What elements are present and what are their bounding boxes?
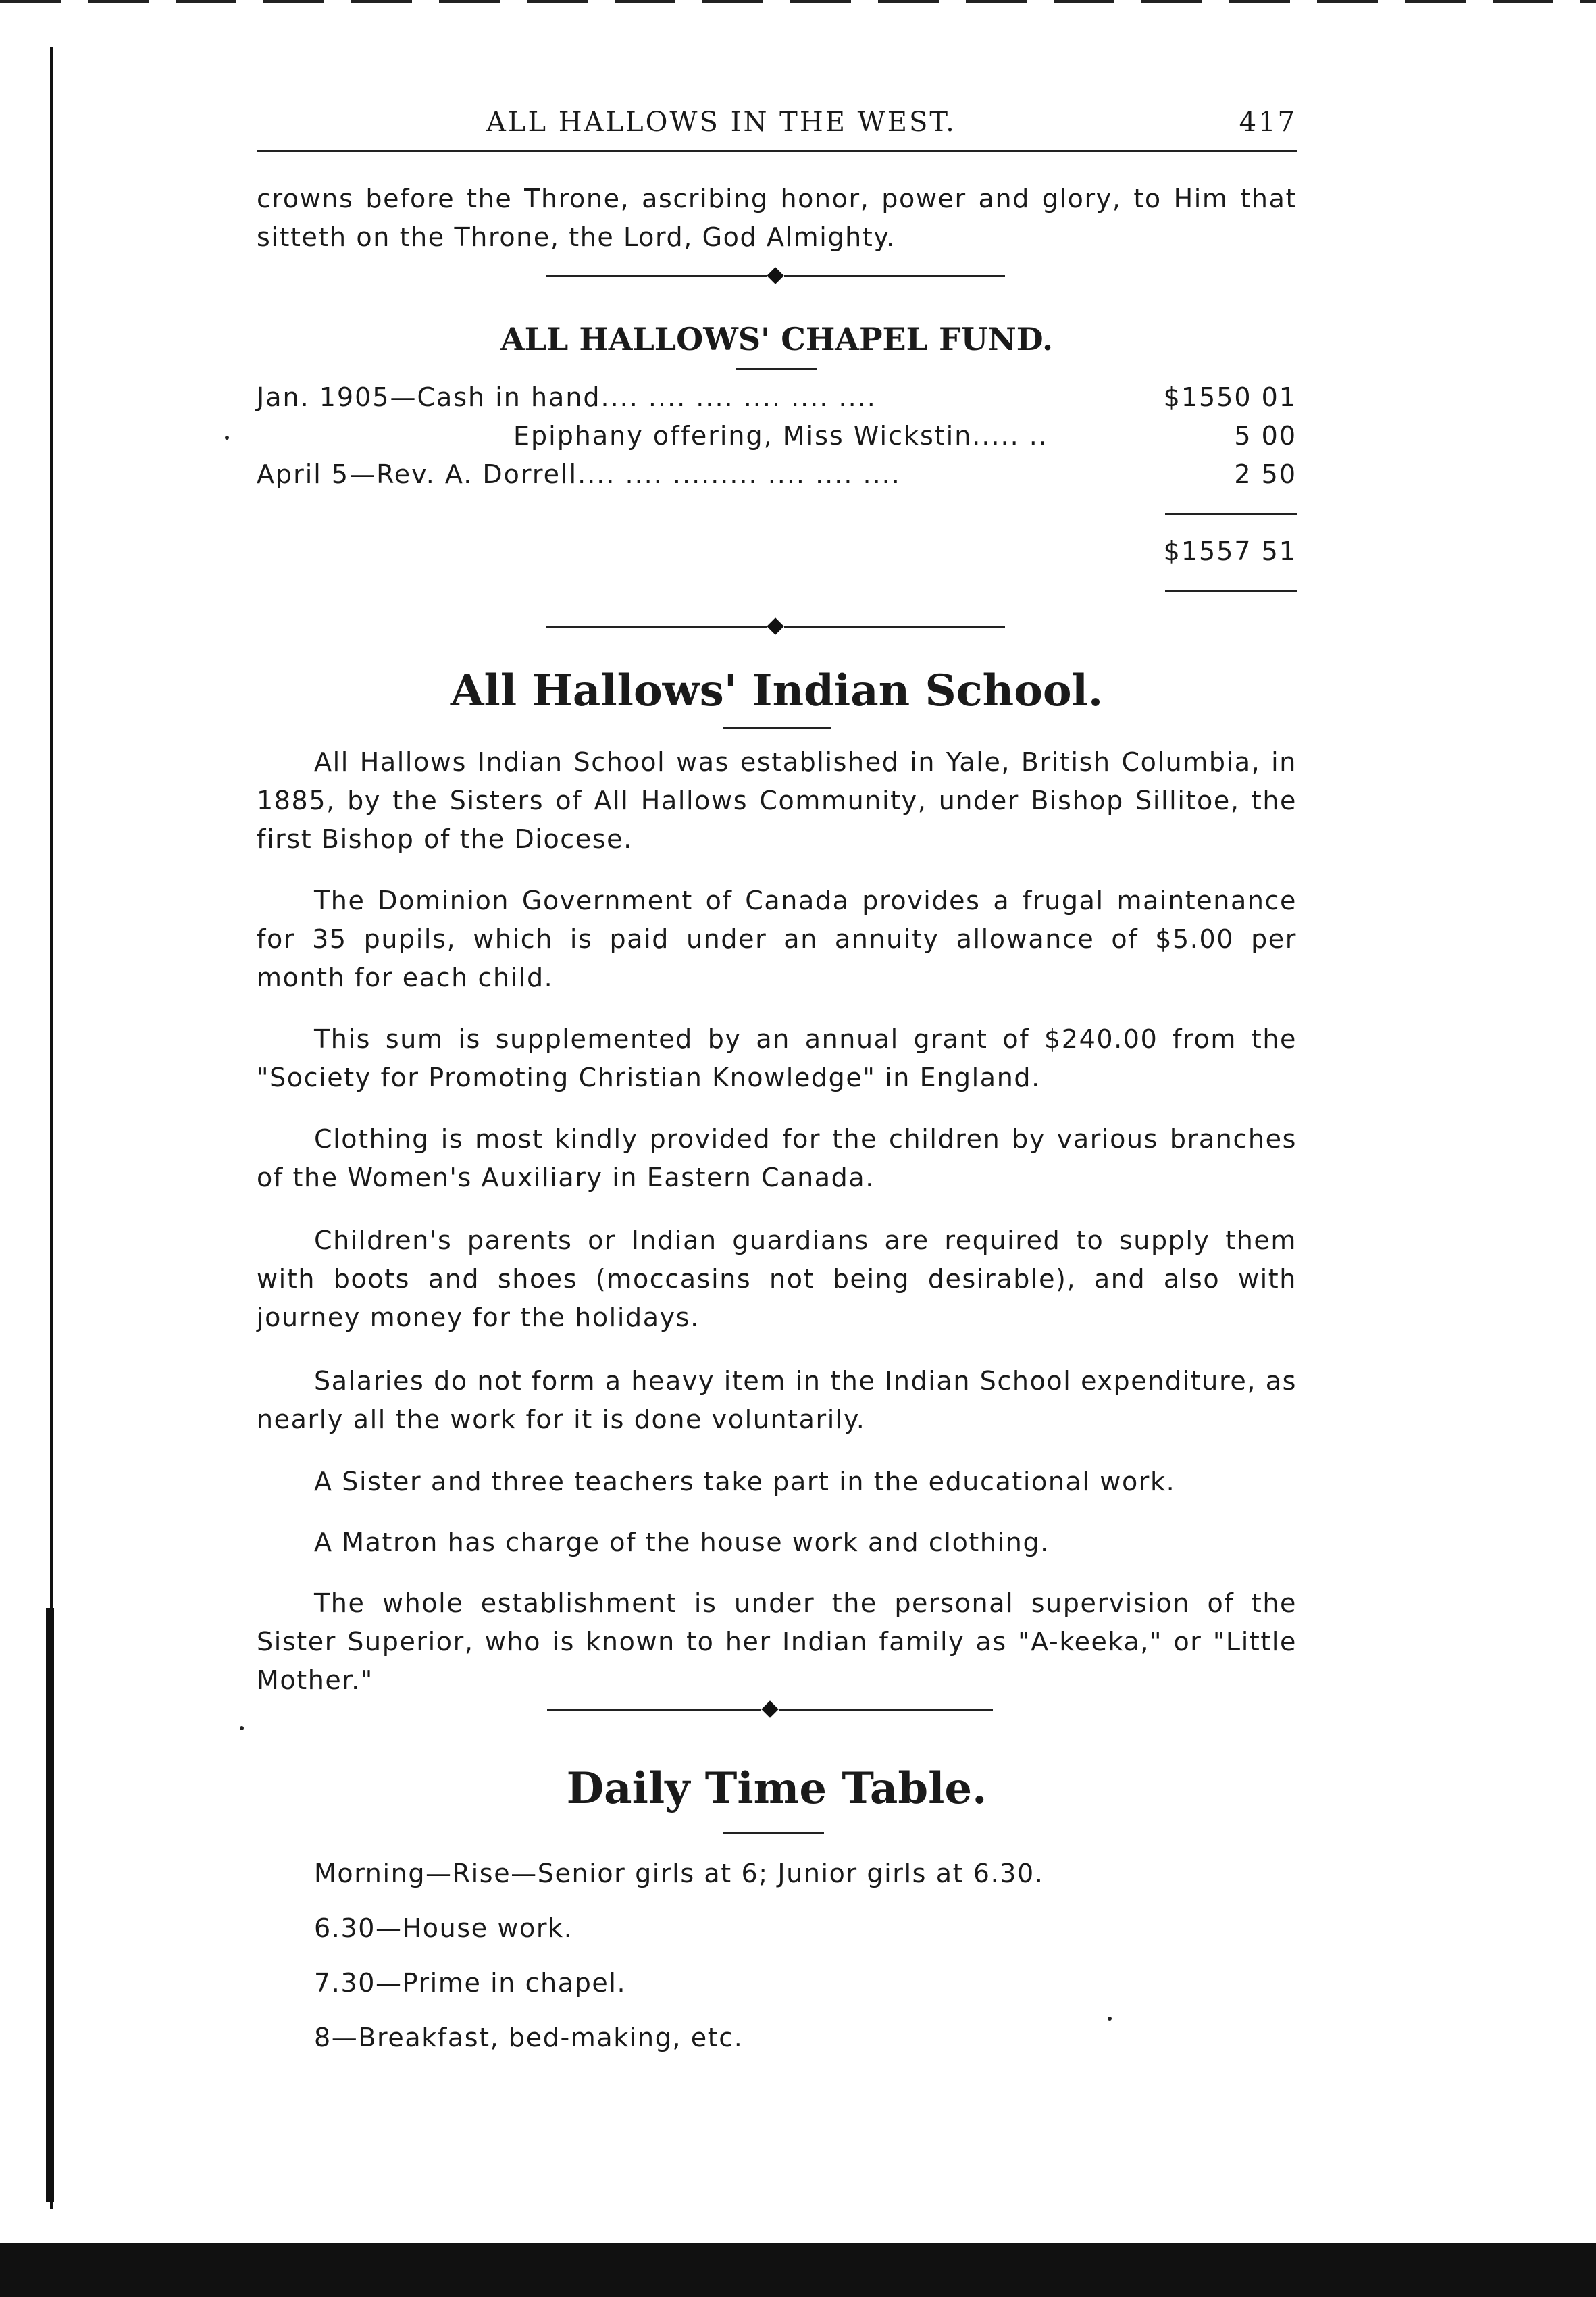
- school-paragraph: The Dominion Government of Canada provides a frugal maintenance for 35 pupils, which is paid under an annuity allowance of $5.00 per month for each child.: [257, 886, 1297, 992]
- ledger-amount: 2 50: [1234, 459, 1297, 489]
- chapel-fund-heading: ALL HALLOWS' CHAPEL FUND.: [500, 321, 1054, 357]
- school-paragraph: This sum is supplemented by an annual grant of $240.00 from the "Society for Promoting Christian Knowledge" in England.: [257, 1024, 1297, 1092]
- time-table-entry: 8—Breakfast, bed-making, etc.: [314, 2023, 744, 2052]
- heading-rule: [723, 727, 831, 729]
- ink-speck: [225, 436, 229, 440]
- ledger-amount: $1550 01: [1163, 382, 1297, 412]
- ornament-divider: [546, 266, 1005, 286]
- indian-school-heading: All Hallows' Indian School.: [450, 665, 1104, 716]
- ledger-description: Epiphany offering, Miss Wickstin..... ..: [513, 421, 1048, 451]
- ink-speck: [1108, 2017, 1112, 2021]
- ornament-divider: [546, 616, 1005, 636]
- running-head-title: ALL HALLOWS IN THE WEST.: [486, 107, 956, 138]
- page-top-rule: [0, 0, 1596, 3]
- school-paragraph: A Matron has charge of the house work and clothing.: [314, 1528, 1050, 1557]
- ledger-row: [257, 378, 1297, 417]
- heading-rule: [736, 368, 817, 370]
- school-paragraph: All Hallows Indian School was established in Yale, British Columbia, in 1885, by the Sisters of All Hallows Community, under Bishop Sillitoe, the first Bishop of the Diocese.: [257, 747, 1297, 854]
- ledger-description: Jan. 1905—Cash in hand.... .... .... .... .... ....: [257, 382, 877, 412]
- ledger-description: April 5—Rev. A. Dorrell.... .... ......... .... .... ....: [257, 459, 901, 489]
- ledger-sum-rule: [1165, 513, 1297, 515]
- school-paragraph: Salaries do not form a heavy item in the Indian School expenditure, as nearly all the work for it is done voluntarily.: [257, 1366, 1297, 1434]
- heading-rule: [723, 1832, 824, 1834]
- time-table-entry: Morning—Rise—Senior girls at 6; Junior girls at 6.30.: [314, 1859, 1044, 1888]
- ledger-total-row: [257, 532, 1297, 571]
- ornament-divider: [547, 1699, 993, 1719]
- school-paragraph: Children's parents or Indian guardians are required to supply them with boots and shoes (moccasins not being desirable), and also with journey money for the holidays.: [257, 1226, 1297, 1332]
- ledger-row: [257, 455, 1297, 494]
- school-paragraph: The whole establishment is under the personal supervision of the Sister Superior, who is known to her Indian family as "A-keeka," or "Little Mother.": [257, 1588, 1297, 1695]
- ledger-row: [257, 417, 1297, 455]
- opening-paragraph: crowns before the Throne, ascribing honor, power and glory, to Him that sitteth on the Throne, the Lord, God Almighty.: [257, 184, 1297, 252]
- page-number: 417: [1239, 107, 1297, 138]
- school-paragraph: A Sister and three teachers take part in the educational work.: [314, 1467, 1176, 1496]
- time-table-entry: 6.30—House work.: [314, 1913, 573, 1943]
- scan-bottom-band: [0, 2243, 1596, 2297]
- binding-margin-shadow: [46, 1608, 54, 2202]
- ink-speck: [240, 1726, 244, 1730]
- ledger-total: $1557 51: [1163, 536, 1297, 566]
- time-table-entry: 7.30—Prime in chapel.: [314, 1968, 627, 1998]
- running-head-rule: [257, 150, 1297, 152]
- ledger-total-rule: [1165, 590, 1297, 592]
- time-table-heading: Daily Time Table.: [566, 1763, 987, 1814]
- running-head: [257, 107, 1297, 147]
- school-paragraph: Clothing is most kindly provided for the children by various branches of the Women's Auxiliary in Eastern Canada.: [257, 1124, 1297, 1192]
- ledger-amount: 5 00: [1234, 421, 1297, 451]
